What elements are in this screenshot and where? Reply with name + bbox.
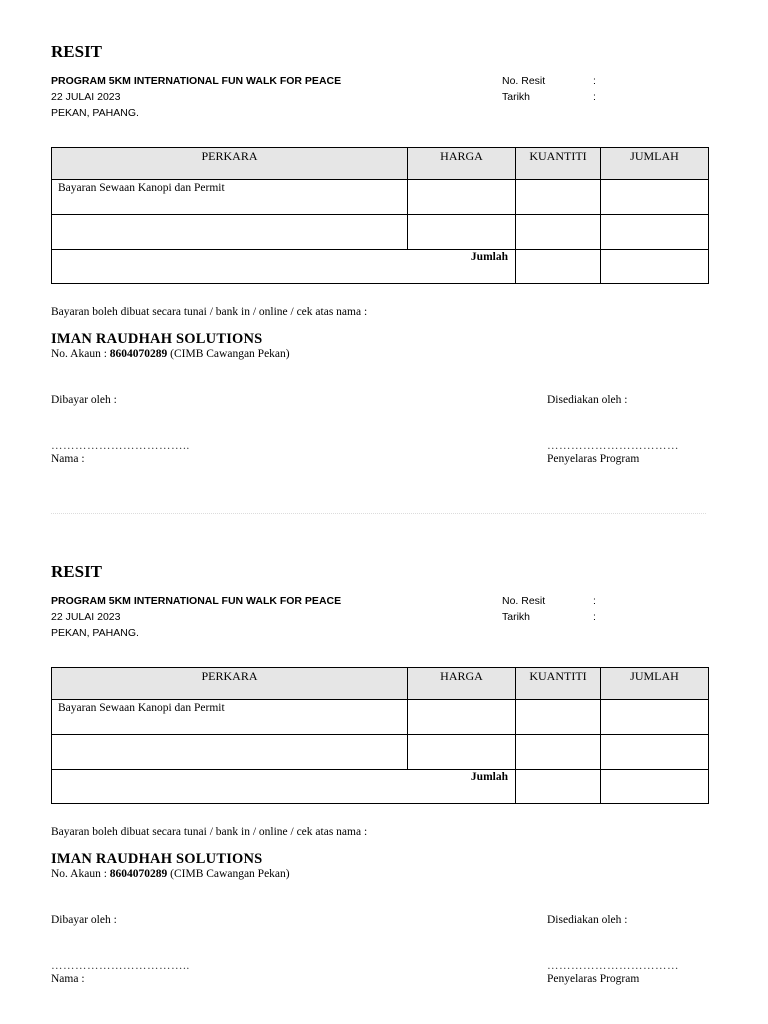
no-resit-label: No. Resit — [502, 75, 546, 87]
table-row — [52, 700, 709, 735]
item-description[interactable]: Bayaran Sewaan Kanopi dan Permit — [52, 700, 408, 735]
account-info — [51, 348, 290, 360]
item-quantity[interactable] — [516, 215, 601, 250]
item-quantity[interactable] — [516, 180, 601, 215]
account-label: No. Akaun : — [51, 348, 110, 360]
header-kuantiti: KUANTITI — [516, 148, 601, 180]
paid-by-label: Dibayar oleh : — [51, 914, 117, 926]
tarikh-label: Tarikh — [502, 91, 531, 103]
item-price[interactable] — [408, 735, 516, 770]
coordinator-label: Penyelaras Program — [547, 453, 640, 465]
no-resit-colon: : — [593, 595, 596, 607]
item-price[interactable] — [408, 180, 516, 215]
header-harga: HARGA — [408, 148, 516, 180]
header-jumlah: JUMLAH — [601, 668, 709, 700]
items-table — [51, 147, 709, 284]
total-row — [52, 250, 709, 284]
header-harga: HARGA — [408, 668, 516, 700]
payment-note: Bayaran boleh dibuat secara tunai / bank in / online / cek atas nama : — [51, 306, 368, 318]
account-info — [51, 868, 290, 880]
item-price[interactable] — [408, 215, 516, 250]
payment-note: Bayaran boleh dibuat secara tunai / bank in / online / cek atas nama : — [51, 826, 368, 838]
table-row — [52, 215, 709, 250]
signature-line-preparer: …………………………… — [547, 440, 679, 452]
total-amount[interactable] — [601, 250, 709, 284]
item-amount[interactable] — [601, 735, 709, 770]
table-header-row — [52, 148, 709, 180]
event-date: 22 JULAI 2023 — [51, 91, 121, 103]
header-perkara: PERKARA — [52, 668, 408, 700]
item-amount[interactable] — [601, 180, 709, 215]
no-resit-colon: : — [593, 75, 596, 87]
payer-name-label: Nama : — [51, 453, 85, 465]
header-jumlah: JUMLAH — [601, 148, 709, 180]
account-number: 8604070289 — [109, 868, 168, 880]
table-row — [52, 180, 709, 215]
item-description[interactable]: Bayaran Sewaan Kanopi dan Permit — [52, 180, 408, 215]
item-quantity[interactable] — [516, 700, 601, 735]
program-name: PROGRAM 5KM INTERNATIONAL FUN WALK FOR PEACE — [51, 75, 342, 87]
no-resit-label: No. Resit — [502, 595, 546, 607]
total-quantity[interactable] — [516, 250, 601, 284]
item-description[interactable] — [52, 735, 408, 770]
header-perkara: PERKARA — [52, 148, 408, 180]
header-kuantiti: KUANTITI — [516, 668, 601, 700]
receipt-2 — [0, 520, 768, 1020]
item-price[interactable] — [408, 700, 516, 735]
event-place: PEKAN, PAHANG. — [51, 107, 139, 119]
event-place: PEKAN, PAHANG. — [51, 627, 139, 639]
event-date: 22 JULAI 2023 — [51, 611, 121, 623]
items-table — [51, 667, 709, 804]
account-bank: (CIMB Cawangan Pekan) — [167, 348, 290, 360]
prepared-by-label: Disediakan oleh : — [547, 914, 628, 926]
tarikh-colon: : — [593, 611, 596, 623]
cut-line-divider — [51, 513, 706, 514]
program-name: PROGRAM 5KM INTERNATIONAL FUN WALK FOR PEACE — [51, 595, 342, 607]
table-header-row — [52, 668, 709, 700]
receipt-title: RESIT — [51, 42, 103, 61]
total-row — [52, 770, 709, 804]
total-quantity[interactable] — [516, 770, 601, 804]
tarikh-label: Tarikh — [502, 611, 531, 623]
company-name: IMAN RAUDHAH SOLUTIONS — [51, 851, 263, 867]
item-quantity[interactable] — [516, 735, 601, 770]
tarikh-colon: : — [593, 91, 596, 103]
signature-line-payer: …………………………….. — [51, 960, 190, 972]
account-number: 8604070289 — [109, 348, 168, 360]
total-amount[interactable] — [601, 770, 709, 804]
item-amount[interactable] — [601, 215, 709, 250]
paid-by-label: Dibayar oleh : — [51, 394, 117, 406]
prepared-by-label: Disediakan oleh : — [547, 394, 628, 406]
company-name: IMAN RAUDHAH SOLUTIONS — [51, 331, 263, 347]
receipt-title: RESIT — [51, 562, 103, 581]
table-row — [52, 735, 709, 770]
signature-line-preparer: …………………………… — [547, 960, 679, 972]
item-amount[interactable] — [601, 700, 709, 735]
account-bank: (CIMB Cawangan Pekan) — [167, 868, 290, 880]
coordinator-label: Penyelaras Program — [547, 973, 640, 985]
item-description[interactable] — [52, 215, 408, 250]
receipt-1 — [0, 0, 768, 500]
signature-line-payer: …………………………….. — [51, 440, 190, 452]
total-label: Jumlah — [52, 770, 516, 804]
account-label: No. Akaun : — [51, 868, 110, 880]
payer-name-label: Nama : — [51, 973, 85, 985]
total-label: Jumlah — [52, 250, 516, 284]
